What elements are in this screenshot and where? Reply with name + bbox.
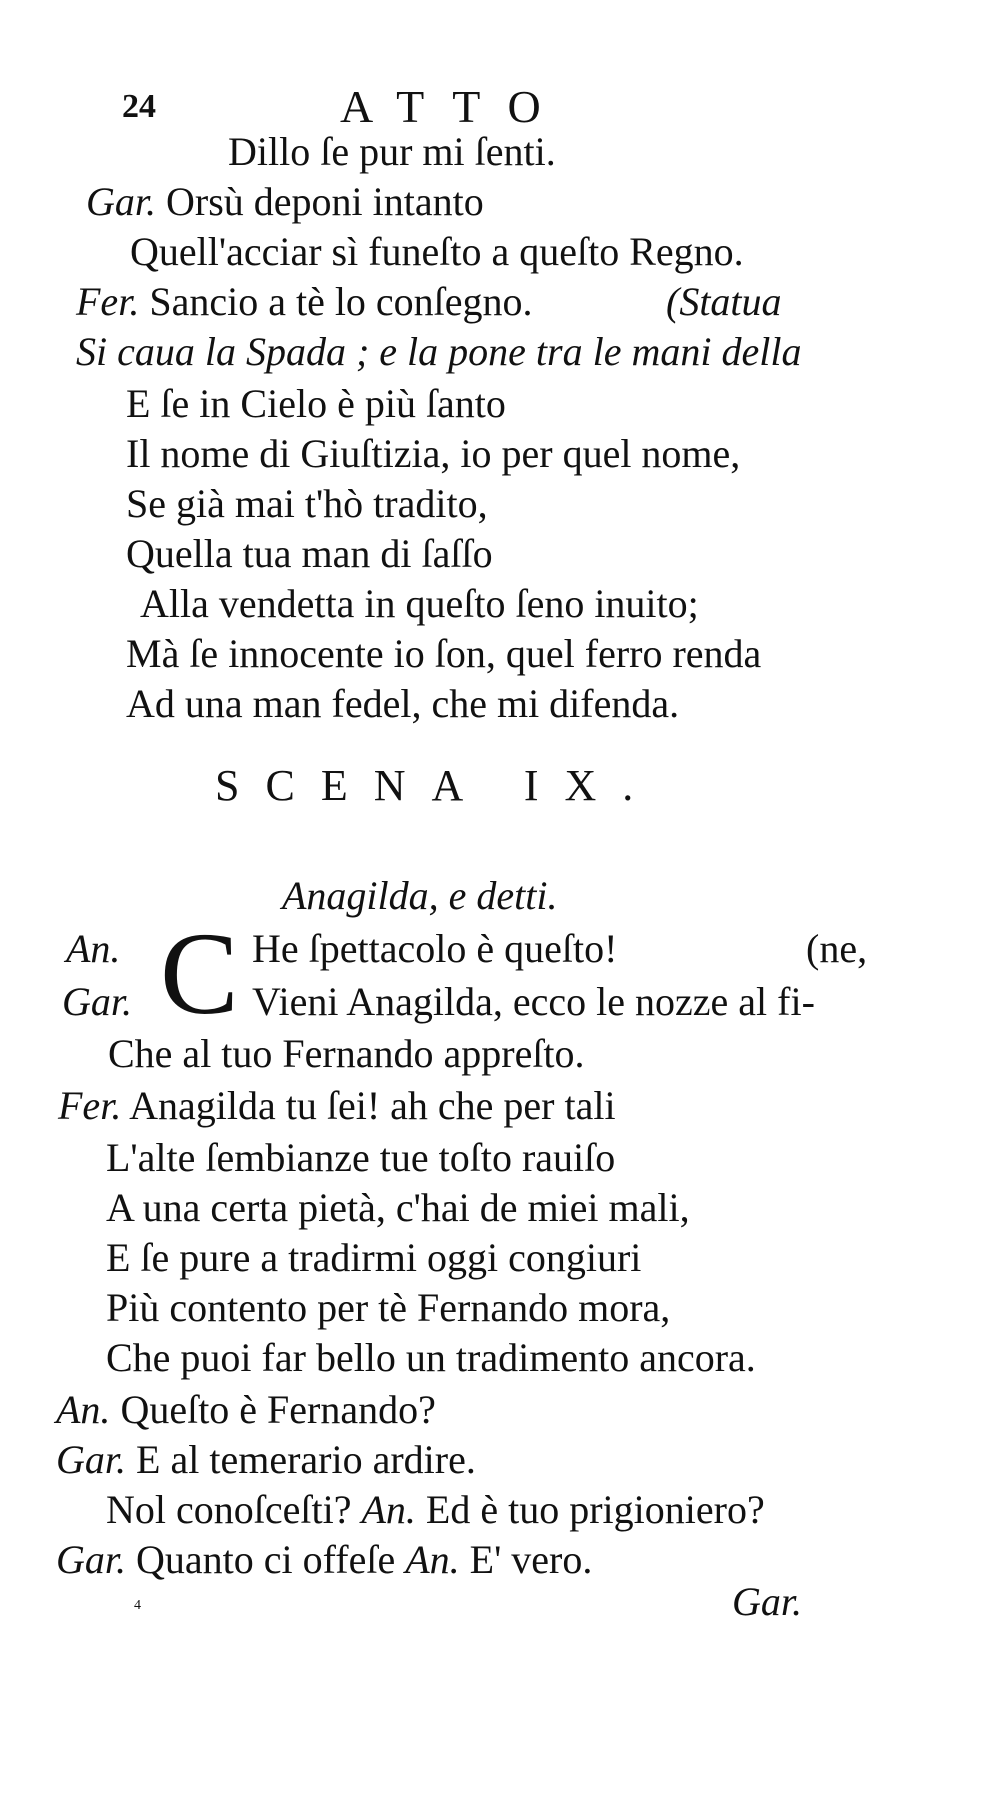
verse-text: E' vero.: [469, 1537, 593, 1582]
speaker-label: Gar.: [56, 1537, 127, 1582]
speaker-label: Fer.: [58, 1083, 122, 1128]
verse-line: Che puoi far bello un tradimento ancora.: [106, 1335, 756, 1380]
verse-text: Queſto è Fernando?: [120, 1387, 436, 1432]
signature-mark: 4: [134, 1598, 141, 1613]
verse-line: Dillo ſe pur mi ſenti.: [228, 129, 556, 174]
drop-cap: C: [160, 908, 239, 1039]
verse-text: E al temerario ardire.: [136, 1437, 476, 1482]
verse-text: Ed è tuo prigioniero?: [425, 1487, 765, 1532]
verse-text: Anagilda tu ſei! ah che per tali: [129, 1083, 616, 1128]
stage-direction: Si caua la Spada ; e la pone tra le mani della: [76, 329, 802, 374]
verse-line: E ſe in Cielo è più ſanto: [126, 381, 506, 426]
speaker-label: Gar.: [86, 179, 157, 224]
scene-persons: Anagilda, e detti.: [282, 873, 558, 918]
page-number: 24: [122, 88, 156, 125]
verse-line: [76, 278, 533, 326]
verse-line: Quella tua man di ſaſſo: [126, 531, 493, 576]
verse-line: Mà ſe innocente io ſon, quel ferro renda: [126, 631, 762, 676]
speaker-label: An.: [56, 1387, 111, 1432]
verse-line: [86, 178, 484, 226]
verse-line: A una certa pietà, c'hai de miei mali,: [106, 1185, 690, 1230]
verse-line: L'alte ſembianze tue toſto rauiſo: [106, 1135, 616, 1180]
speaker-label: An.: [66, 926, 121, 971]
verse-text: Nol conoſceſti?: [106, 1487, 352, 1532]
stage-direction: (Statua: [666, 279, 782, 324]
verse-text: Quanto ci offeſe: [136, 1537, 396, 1582]
verse-line: [56, 1386, 436, 1434]
verse-line: Quell'acciar sì funeſto a queſto Regno.: [130, 229, 744, 274]
verse-text: He ſpettacolo è queſto!: [252, 926, 618, 971]
verse-line: [58, 1082, 616, 1130]
speaker-label: An.: [361, 1487, 416, 1532]
running-head: ATTO: [340, 81, 569, 132]
verse-line: [106, 1486, 765, 1534]
verse-text: Orsù deponi intanto: [166, 179, 484, 224]
verse-line: [56, 1436, 476, 1484]
verse-line: E ſe pure a tradirmi oggi congiuri: [106, 1235, 642, 1280]
verse-line: Alla vendetta in queſto ſeno inuito;: [140, 581, 699, 626]
verse-text: Vieni Anagilda, ecco le nozze al fi-: [252, 979, 815, 1024]
speaker-label: Gar.: [56, 1437, 127, 1482]
verse-line: Ad una man fedel, che mi difenda.: [126, 681, 680, 726]
verse-line: Che al tuo Fernando appreſto.: [108, 1031, 585, 1076]
verse-turnover: (ne,: [806, 926, 868, 971]
speaker-label: An.: [405, 1537, 460, 1582]
catchword: Gar.: [732, 1579, 803, 1624]
scene-title: SCENA IX.: [215, 761, 660, 810]
verse-line: Il nome di Giuſtizia, io per quel nome,: [126, 431, 741, 476]
speaker-label: Gar.: [62, 979, 133, 1024]
verse-line: Più contento per tè Fernando mora,: [106, 1285, 671, 1330]
verse-line: [56, 1536, 592, 1584]
speaker-label: Fer.: [76, 279, 140, 324]
verse-text: Sancio a tè lo conſegno.: [149, 279, 533, 324]
verse-line: Se già mai t'hò tradito,: [126, 481, 488, 526]
